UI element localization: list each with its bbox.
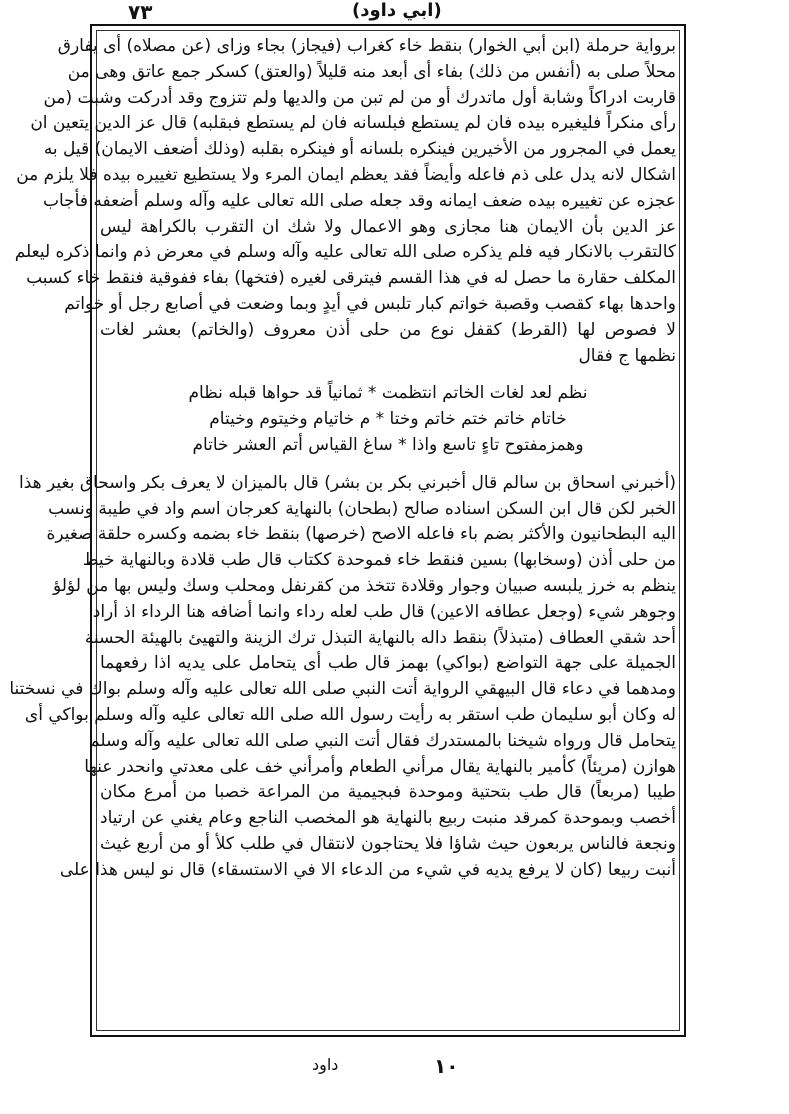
text-line: يتحامل قال ورواه شيخنا بالمستدرك فقال أتت النبي صلى الله تعالى عليه وآله وسلم [89,730,676,751]
text-line: أنبت ربيعا (كان لا يرفع يديه في شيء من الدعاء الا في الاستسقاء) قال نو ليس هذا على [59,859,676,880]
text-line: محلاً صلى به (أنفس من ذلك) بفاء أى أبعد منه قليلاً (والعتق) كسكر جمع عاتق وهى من [67,61,676,82]
text-line: المكلف حقارة ما حصل له في هذا القسم فيترقى لغيره (فتخها) بفاء ففوقية فنقط خاء كسبب [26,268,676,289]
text-line: ونجعة فالناس يربعون حيث شاؤا فلا يحتاجون لانتقال في طلب كلأ أو من أربع غيث [100,833,676,854]
text-line: الخبر لكن قال ابن السكن اسناده صالح (بطحان) بالنهاية كعرجان اسم واد في طيبة ونسب [48,498,676,519]
text-line: كالتقرب بالانكار فيه فلم يذكره صلى الله تعالى عليه وآله وسلم في معرض ذم وانما ذكره ليعلم [14,242,676,263]
text-line: (أخبرني اسحاق بن سالم قال أخبرني بكر بن بشر) قال بالميزان لا يعرف بكر واسحاق بغير هذا [18,472,676,493]
text-line: لا فصوص لها (القرط) كقفل نوع من حلى أذن معروف (والخاتم) بعشر لغات [100,319,676,340]
text-line: طيبا (مربعاً) قال طب بتحتية وموحدة فبجيمية من المراعة خصبا من أمرع مكان [100,782,676,803]
text-line: برواية حرملة (ابن أبي الخوار) بنقط خاء كغراب (فيجاز) بجاء وزاى (عن مصلاه) أى يفارق [57,36,676,56]
text-line: يعمل في المجرور من الأخيرين فينكره بلسانه أو فينكره بقلبه (وذلك أضعف الايمان) قيل به [43,139,676,160]
text-line: ومدهما في دعاء قال البيهقي الرواية أتت النبي صلى الله تعالى عليه وآله وسلم بواك في نسختنا [9,679,676,700]
running-title: (ابي داود) [352,0,442,21]
text-line: ينظم به خرز يلبسه صبيان وجوار وقلادة تتخذ من كقرنفل ومحلب وسك وليس بها من لؤلؤ [52,575,676,596]
text-line: عجزه عن تغييره بيده ضعف ايمانه وقد جعله صلى الله تعالى عليه وآله وسلم أضعفه فأجاب [42,190,676,211]
signature-word: داود [312,1055,339,1074]
text-line: له وكان أبو سليمان طب استقر به رأيت رسول الله صلى الله تعالى عليه وآله وسلم بواكي أى [24,704,676,725]
text-line: وجوهر شيء (وجعل عطافه الاعين) قال طب لعله رداء وانما أضافه هنا الرداء اذ أراد [92,601,676,622]
text-line: الجميلة على جهة التواضع (بواكي) بهمز قال طب أى يتحامل على يديه اذا رفعهما [100,653,676,674]
verse-line: وهمزمفتوح تاءٍ تاسع واذا * ساغ القياس أتم العشر خاتام [192,434,584,455]
text-line: قاربت ادراكاً وشابة أول ماتدرك أو من لم تبن من والديها ولم تتزوج وقد أدركت وشبت (من [43,87,676,108]
text-line: هوازن (مريئاً) كأمير بالنهاية يقال مرأني الطعام وأمرأني خف على معدتي وانحدر عنها [84,756,676,777]
text-line: عز الدين بأن الايمان هنا مجازى وهو الاعمال ولا شك ان التقرب بالكراهة ليس [100,216,676,237]
text-line: واحدها بهاء كقصب وقصبة خواتم كبار تلبس في أيدٍ وبما وضعت في أصابع رجل أو خواتم [64,293,676,314]
main-text-block [9,34,676,1027]
text-line: أحد شقي العطاف (متبذلاً) بنقط داله بالنهاية التبذل ترك الزينة والتهيئ بالهيئة الحسنة [84,627,676,648]
text-line: اشكال لانه يدل على ذم فاعله وأيضاً فقد يعظم ايمان المرء ولا يستطيع تغييره بيده فلا يلزم من [16,164,676,185]
text-line: رأى منكراً فليغيره بيده فان لم يستطع فبلسانه فان لم يستطع فبقلبه) قال عز الدين يتعين ان [30,113,676,134]
text-line: من حلى أذن (وسخابها) بسين فنقط خاء فموحدة ككتاب قال طب قلادة وبالنهاية خيط [82,550,676,571]
page-number: ٧٣ [128,0,153,24]
text-line: أخصب وبموحدة كمرقد منبت ربيع بالنهاية هو المخصب الناجع وعام يغني عن ارتياد [100,808,676,829]
verse-line: نظم لعد لغات الخاتم انتظمت * ثمانياً قد حواها قبله نظام [188,383,588,404]
text-line: نظمها ج فقال [578,345,676,366]
text-line: اليه البطحانيون والأكثر بضم باء فاعله الاصح (خرصها) بنقط خاء بضمه وكسره حلقة صغيرة [46,524,676,545]
sheet-number: ١٠ [434,1054,459,1078]
verse-line: خاتام خاتم ختم خاتم وختا * م خاتيام وخيتوم وخيتام [209,409,567,430]
